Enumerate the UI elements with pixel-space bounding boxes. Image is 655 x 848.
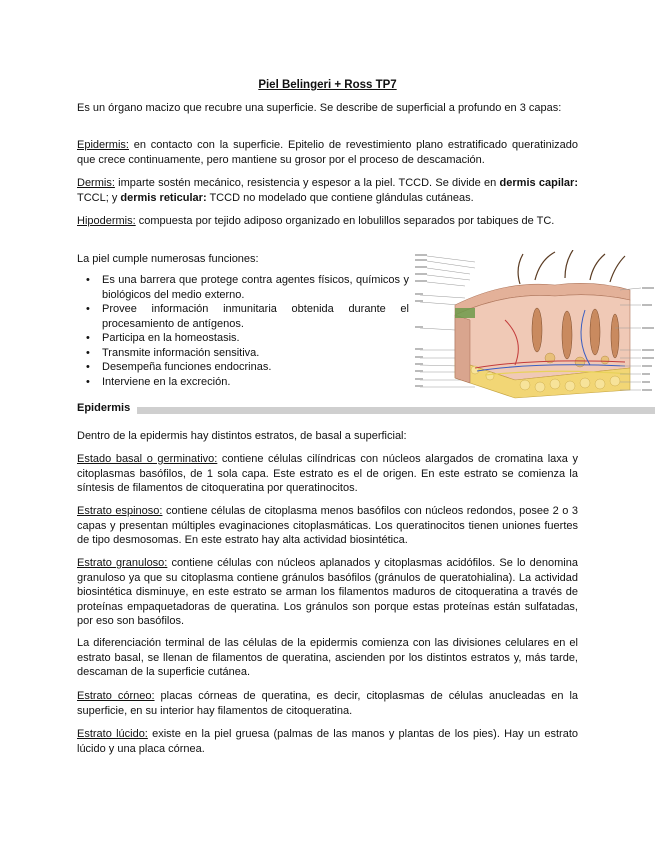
estrato-granuloso-term: Estrato granuloso:	[77, 557, 168, 569]
intro-text: Es un órgano macizo que recubre una superficie. Se describe de superficial a profundo en 3 capas:	[77, 102, 562, 114]
section-intro-text: Dentro de la epidermis hay distintos estratos, de basal a superficial:	[77, 430, 407, 442]
estrato-lucido-paragraph	[77, 727, 578, 756]
estrato-corneo-text: placas córneas de queratina, es decir, citoplasmas de células anucleadas en la superficie, en su interior hay filamentos de citoqueratina.	[77, 690, 579, 717]
dermis-text-1: imparte sostén mecánico, resistencia y espesor a la piel. TCCD. Se divide en	[114, 177, 500, 189]
list-item: • Es una barrera que protege contra agentes físicos, químicos y biológicos del medio externo.	[77, 273, 409, 302]
estrato-espinoso-text: contiene células de citoplasma menos basófilos con núcleos redondos, posee 2 o 3 capas y presentan múltiples evaginaciones citoplasmáticas. Los queratinocitos tienen uniones fuertes de tipo desmosomas. En este estrato hay alta actividad biosintética.	[77, 505, 579, 546]
cell-layer-green	[455, 308, 475, 318]
estrato-basal-paragraph	[77, 452, 578, 496]
section-intro	[77, 429, 578, 444]
estrato-corneo-paragraph	[77, 689, 578, 718]
hipodermis-term: Hipodermis:	[77, 215, 136, 227]
list-item: • Transmite información sensitiva.	[77, 346, 409, 361]
estrato-granuloso-text: contiene células con núcleos aplanados y citoplasmas acidófilos. Se lo denomina granuloso ya que su citoplasma contiene gránulos basófilos (gránulos de queratohialina). La actividad biosintética disminuye, en este estrato se arman los filamentos maduros de citoqueratina a través de proteínas empaquetadoras de queratina. Los gránulos son porque estas proteínas están sulfatadas, por eso son basófilos.	[77, 557, 578, 627]
dermis-capilar-term: dermis capilar:	[499, 177, 578, 189]
diagram-label-marks-right	[642, 287, 654, 391]
diagram-label-marks-left	[415, 254, 427, 387]
dermis-text-3: TCCD no modelado que contiene glándulas cutáneas.	[206, 191, 474, 204]
epidermis-term: Epidermis:	[77, 139, 129, 151]
epidermis-definition: en contacto con la superficie. Epitelio de revestimiento plano estratificado queratinizado que crece continuamente, pero mantiene su grosor por el proceso de descamación.	[77, 139, 578, 166]
functions-intro	[77, 252, 407, 267]
diferenciacion-paragraph	[77, 636, 578, 680]
estrato-lucido-term: Estrato lúcido:	[77, 728, 148, 740]
hipodermis-paragraph	[77, 214, 578, 229]
functions-intro-text: La piel cumple numerosas funciones:	[77, 253, 259, 265]
list-item: • Interviene en la excreción.	[77, 375, 409, 390]
list-item: • Participa en la homeostasis.	[77, 331, 409, 346]
dermis-paragraph	[77, 176, 578, 205]
dermis-reticular-term: dermis reticular:	[120, 191, 207, 204]
list-item: • Provee información inmunitaria obtenida durante el procesamiento de antígenos.	[77, 302, 409, 331]
estrato-espinoso-term: Estrato espinoso:	[77, 505, 163, 517]
estrato-espinoso-paragraph	[77, 504, 578, 548]
estrato-basal-term: Estado basal o germinativo:	[77, 453, 218, 465]
section-heading-epidermis: Epidermis	[77, 402, 131, 414]
dermis-term: Dermis:	[77, 177, 115, 189]
list-item: • Desempeña funciones endocrinas.	[77, 360, 409, 375]
section-divider	[137, 407, 655, 414]
estrato-granuloso-paragraph	[77, 556, 578, 629]
hair-shafts	[518, 250, 625, 284]
estrato-lucido-text: existe en la piel gruesa (palmas de las manos y plantas de los pies). Hay un estrato lúcido y una placa córnea.	[77, 728, 578, 755]
estrato-basal-text: contiene células cilíndricas con núcleos alargados de cromatina laxa y citoplasmas basófilos, de 1 sola capa. Este estrato es el de origen. En este estrato se comienza la síntesis de filamentos de citoqueratina por queratinocitos.	[77, 453, 578, 494]
intro-paragraph	[77, 101, 578, 116]
section-face	[455, 315, 470, 383]
diferenciacion-text: La diferenciación terminal de las células de la epidermis comienza con las divisiones celulares en el estrato basal, se llenan de filamentos de queratina, ascienden por los distintos estratos y, más tarde, descaman de la superficie cutánea.	[77, 637, 578, 678]
dermis-text-2: TCCL; y	[77, 191, 121, 204]
epidermis-paragraph	[77, 138, 578, 167]
estrato-corneo-term: Estrato córneo:	[77, 690, 155, 702]
document-title: Piel Belingeri + Ross TP7	[258, 79, 397, 91]
hipodermis-definition: compuesta por tejido adiposo organizado en lobulillos separados por tabiques de TC.	[135, 215, 555, 227]
skin-diagram-image	[415, 250, 655, 400]
functions-list	[77, 273, 409, 389]
